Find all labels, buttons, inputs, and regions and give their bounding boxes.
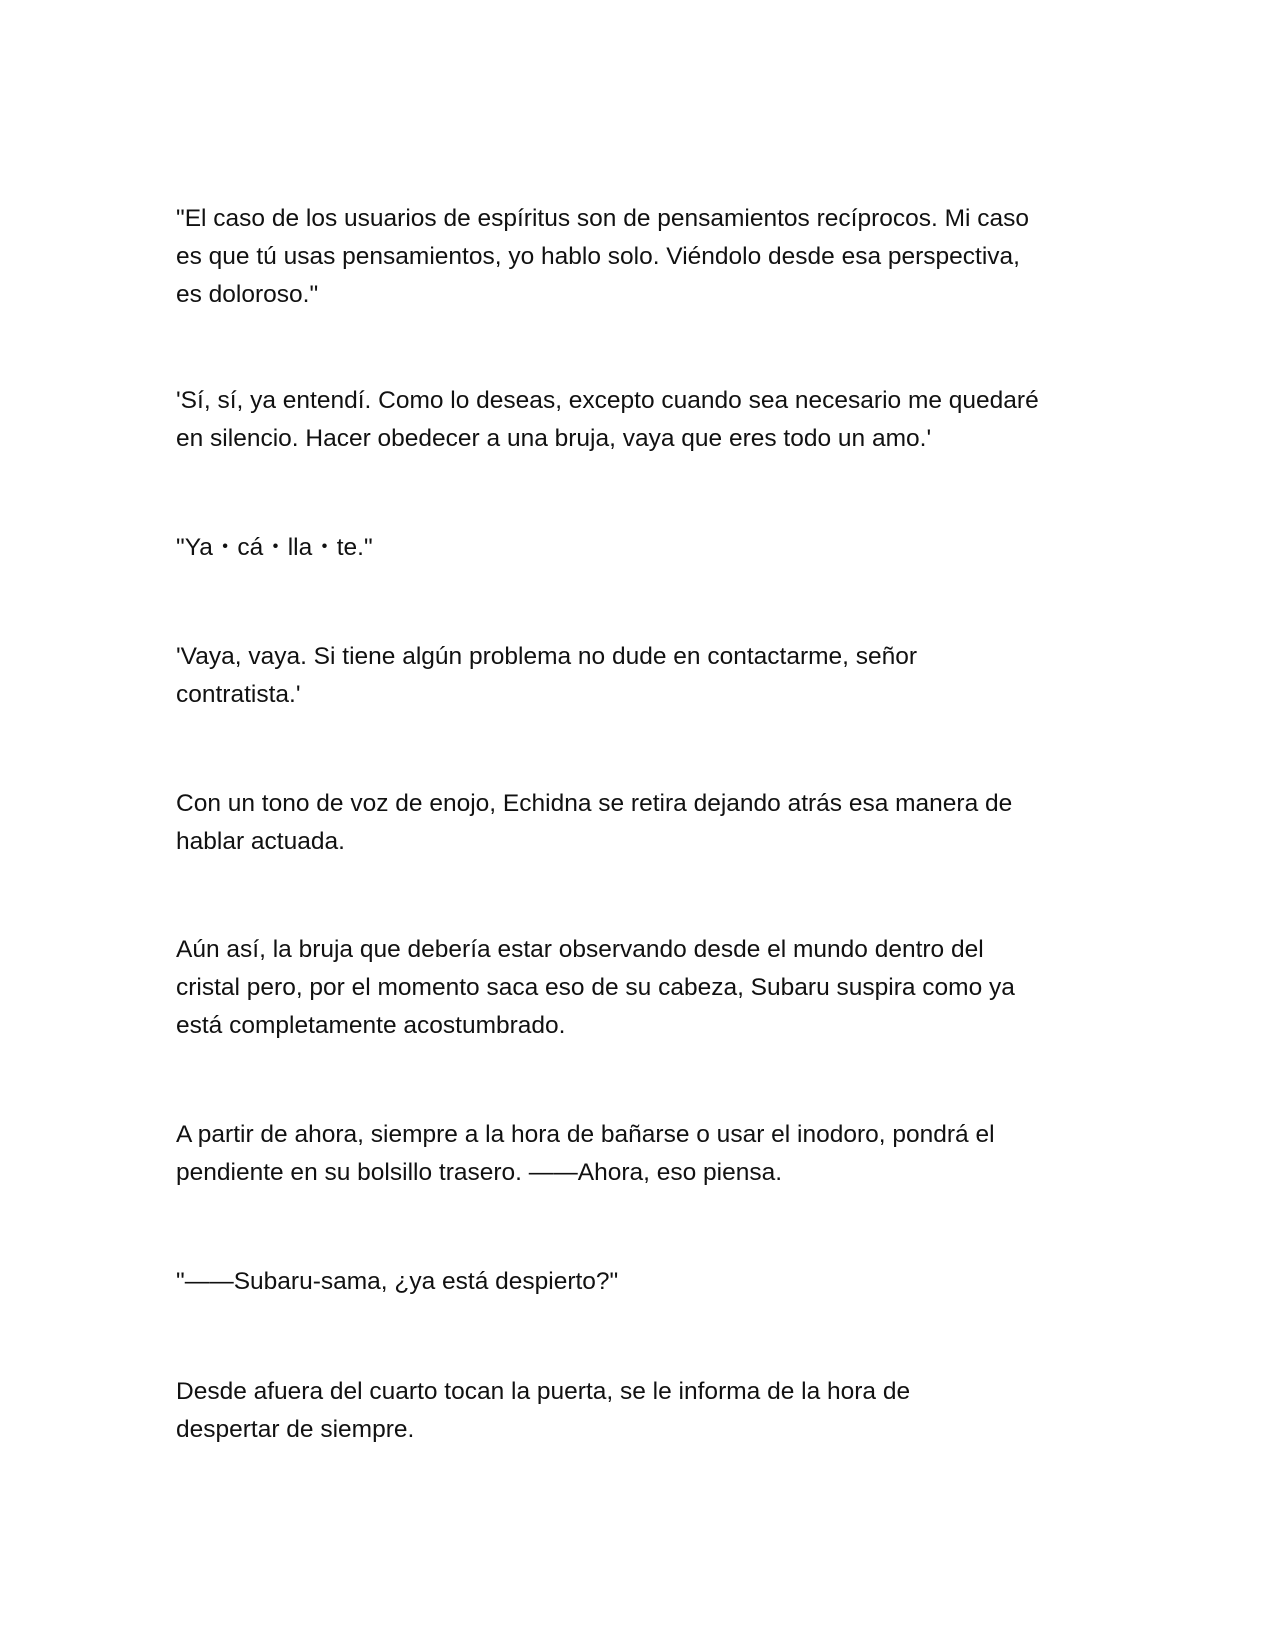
paragraph-5	[176, 785, 1106, 861]
paragraph-line: "——Subaru-sama, ¿ya está despierto?"	[176, 1268, 619, 1295]
paragraph-line: "Ya・cá・lla・te."	[176, 534, 373, 561]
paragraph-line: "El caso de los usuarios de espíritus son de pensamientos recíprocos. Mi caso	[176, 205, 1030, 232]
paragraph-line: Desde afuera del cuarto tocan la puerta, se le informa de la hora de	[176, 1378, 911, 1405]
paragraph-line: despertar de siempre.	[176, 1416, 415, 1443]
paragraph-9	[176, 1373, 1106, 1449]
paragraph-line: es que tú usas pensamientos, yo hablo solo. Viéndolo desde esa perspectiva,	[176, 243, 1020, 270]
paragraph-line: en silencio. Hacer obedecer a una bruja, vaya que eres todo un amo.'	[176, 425, 932, 452]
paragraph-line: Aún así, la bruja que debería estar observando desde el mundo dentro del	[176, 936, 984, 963]
paragraph-8	[176, 1263, 1106, 1301]
paragraph-line: A partir de ahora, siempre a la hora de bañarse o usar el inodoro, pondrá el	[176, 1121, 995, 1148]
paragraph-line: contratista.'	[176, 681, 301, 708]
paragraph-2	[176, 382, 1106, 458]
paragraph-line: cristal pero, por el momento saca eso de su cabeza, Subaru suspira como ya	[176, 974, 1015, 1001]
paragraph-3	[176, 529, 1106, 567]
paragraph-line: pendiente en su bolsillo trasero. ——Ahora, eso piensa.	[176, 1159, 783, 1186]
paragraph-line: 'Vaya, vaya. Si tiene algún problema no dude en contactarme, señor	[176, 643, 918, 670]
paragraph-6	[176, 931, 1106, 1045]
paragraph-line: está completamente acostumbrado.	[176, 1012, 566, 1039]
paragraph-line: 'Sí, sí, ya entendí. Como lo deseas, excepto cuando sea necesario me quedaré	[176, 387, 1039, 414]
paragraph-1	[176, 200, 1106, 314]
paragraph-7	[176, 1116, 1106, 1192]
paragraph-line: Con un tono de voz de enojo, Echidna se retira dejando atrás esa manera de	[176, 790, 1013, 817]
paragraph-line: es doloroso."	[176, 281, 319, 308]
paragraph-line: hablar actuada.	[176, 828, 345, 855]
paragraph-4	[176, 638, 1106, 714]
